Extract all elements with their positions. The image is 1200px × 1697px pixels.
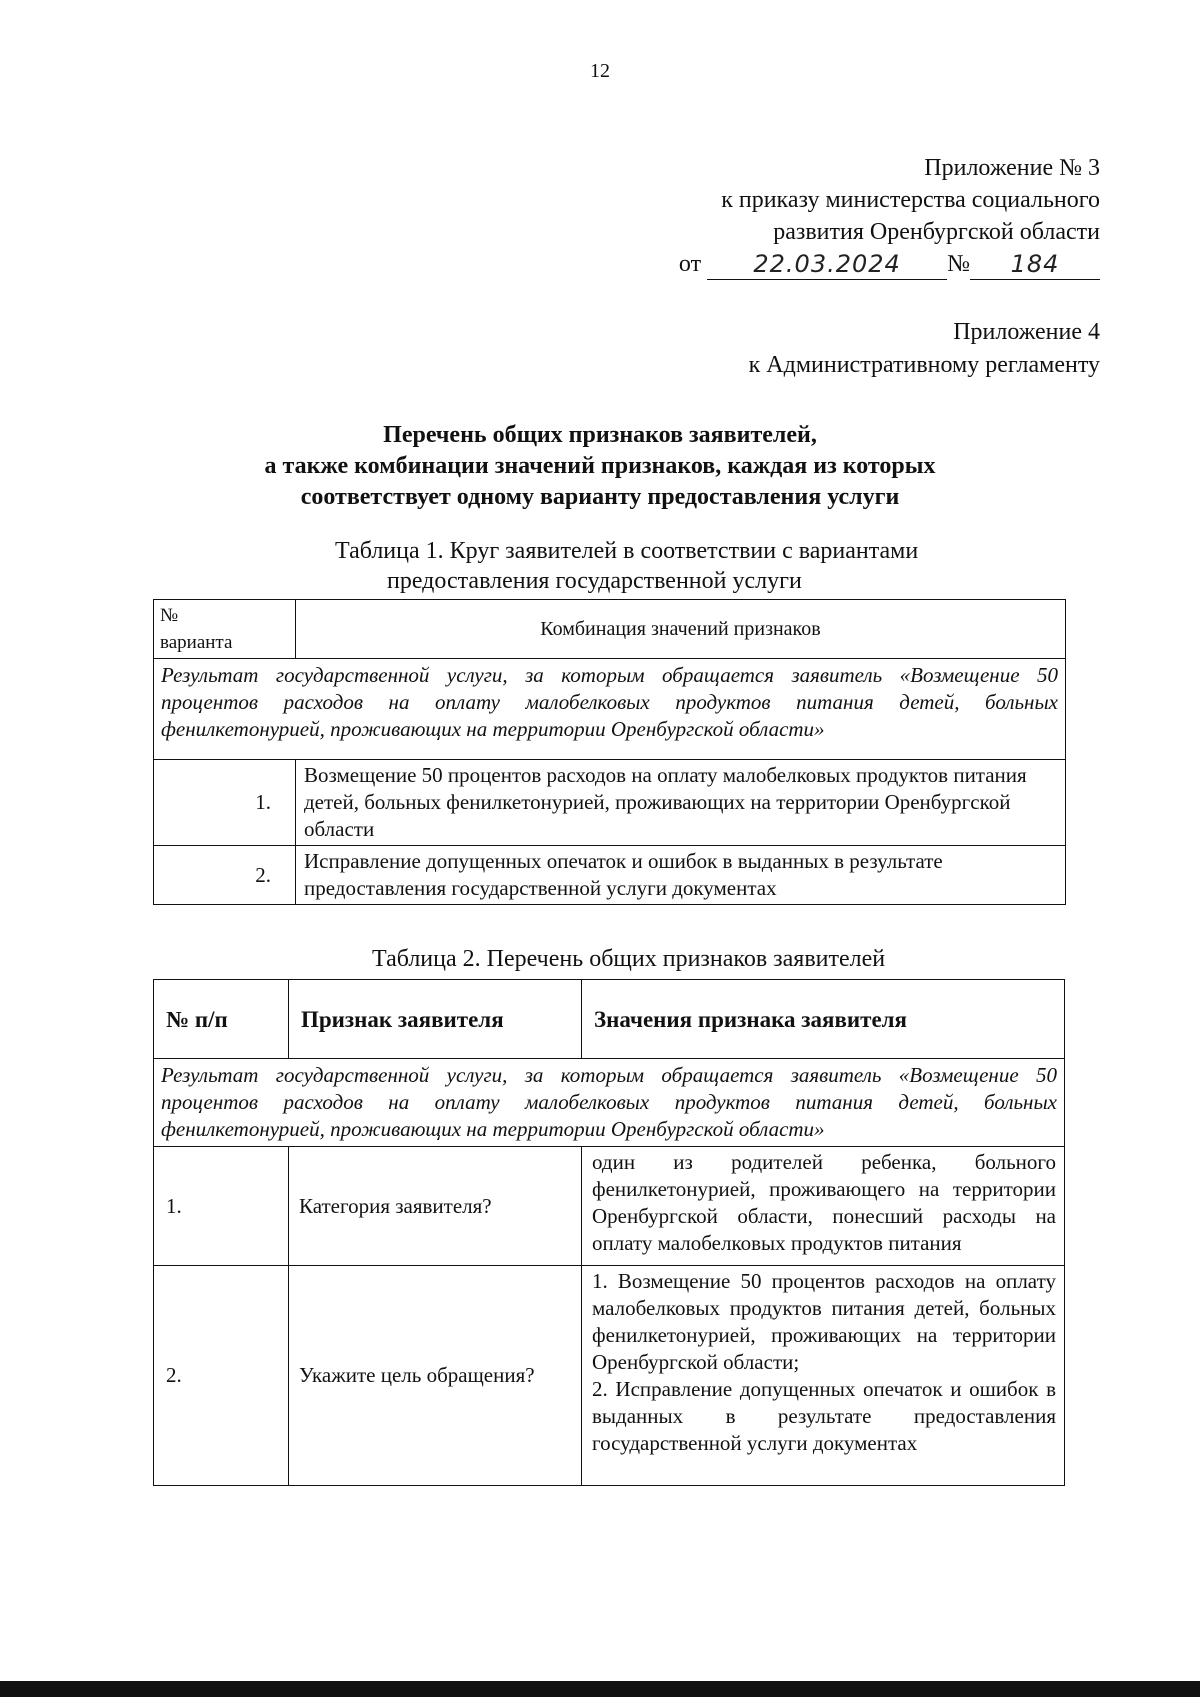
table-1-result-row: [154, 659, 1066, 760]
table-2-row-2-value-1: 1. Возмещение 50 процентов расходов на оплату малобелковых продуктов питания детей, больных фенилкетонурией, проживающих на территории Оренбургской области;: [592, 1269, 1056, 1374]
table-2-row-2-number: 2.: [154, 1266, 289, 1486]
table-2-row-1-attribute: Категория заявителя?: [289, 1147, 582, 1266]
table-2-row-1-number: 1.: [154, 1147, 289, 1266]
table-2-applicant-attributes: [153, 979, 1065, 1486]
handwritten-date: 22.03.2024: [707, 249, 947, 280]
table-1-row-1-number: 1.: [154, 760, 296, 846]
handwritten-number: 184: [970, 249, 1100, 280]
table-2-result-text: Результат государственной услуги, за которым обращается заявитель «Возмещение 50 процентов расходов на оплату малобелковых продуктов питания детей, больных фенилкетонурией, проживающих на территории Оренбургской области»: [154, 1059, 1065, 1147]
table-2-header-row: [154, 980, 1065, 1059]
table-1-header-row: [154, 600, 1066, 659]
table-2-row-1-value-1: один из родителей ребенка, больного фенилкетонурией, проживающего на территории Оренбургской области, понесший расходы на оплату малобелковых продуктов питания: [592, 1150, 1056, 1255]
document-title: [0, 420, 1200, 513]
page-number: 12: [590, 60, 610, 82]
scan-bottom-edge: [0, 1681, 1200, 1697]
number-label: №: [947, 251, 970, 277]
document-title-line-3: соответствует одному варианту предоставления услуги: [300, 484, 900, 510]
table-2-row-2-attribute: Укажите цель обращения?: [289, 1266, 582, 1486]
document-title-line-2: а также комбинации значений признаков, каждая из которых: [264, 453, 936, 479]
table-1-row-2-number: 2.: [154, 846, 296, 905]
header-variant-word: варианта: [160, 632, 233, 653]
appendix-4-header: [749, 316, 1100, 382]
table-row: [154, 846, 1066, 905]
table-2-header-attribute: Признак заявителя: [289, 980, 582, 1059]
table-2-row-2-values: [582, 1266, 1065, 1486]
date-label: от: [678, 251, 702, 277]
table-2-result-row: [154, 1059, 1065, 1147]
table-1-row-1-text: Возмещение 50 процентов расходов на оплату малобелковых продуктов питания детей, больных фенилкетонурией, проживающих на территории Оренбургской области: [296, 760, 1066, 846]
order-date-number-line: [679, 248, 1100, 280]
table-1-caption: [335, 536, 918, 596]
table-2-header-values: Значения признака заявителя: [582, 980, 1065, 1059]
table-1-header-combination: Комбинация значений признаков: [296, 600, 1066, 659]
table-2-row-1-values: [582, 1147, 1065, 1266]
table-row: [154, 1266, 1065, 1486]
table-1-applicant-variants: [153, 599, 1066, 905]
table-2-header-number: № п/п: [154, 980, 289, 1059]
appendix-4-title: Приложение 4: [953, 319, 1100, 345]
table-row: [154, 760, 1066, 846]
appendix-3-title: Приложение № 3: [924, 155, 1100, 181]
table-1-row-2-text: Исправление допущенных опечаток и ошибок в выданных в результате предоставления государственной услуги документах: [296, 846, 1066, 905]
document-title-line-1: Перечень общих признаков заявителей,: [383, 422, 817, 448]
table-2-caption: Таблица 2. Перечень общих признаков заявителей: [372, 946, 886, 972]
header-num-symbol: №: [160, 605, 179, 626]
appendix-3-ministry-line: развития Оренбургской области: [773, 219, 1100, 245]
appendix-4-regulation-line: к Административному регламенту: [748, 352, 1100, 378]
table-1-caption-line-1: Таблица 1. Круг заявителей в соответствии с вариантами: [335, 538, 919, 564]
appendix-3-order-line: к приказу министерства социального: [721, 187, 1100, 213]
table-row: [154, 1147, 1065, 1266]
table-1-result-text: Результат государственной услуги, за которым обращается заявитель «Возмещение 50 процентов расходов на оплату малобелковых продуктов питания детей, больных фенилкетонурией, проживающих на территории Оренбургской области»: [154, 659, 1066, 760]
appendix-3-header: [679, 152, 1100, 280]
table-2-row-2-value-2: 2. Исправление допущенных опечаток и ошибок в выданных в результате предоставления государственной услуги документах: [592, 1377, 1056, 1455]
table-1-caption-line-2: предоставления государственной услуги: [387, 568, 802, 594]
table-1-header-variant-number: [154, 600, 296, 659]
